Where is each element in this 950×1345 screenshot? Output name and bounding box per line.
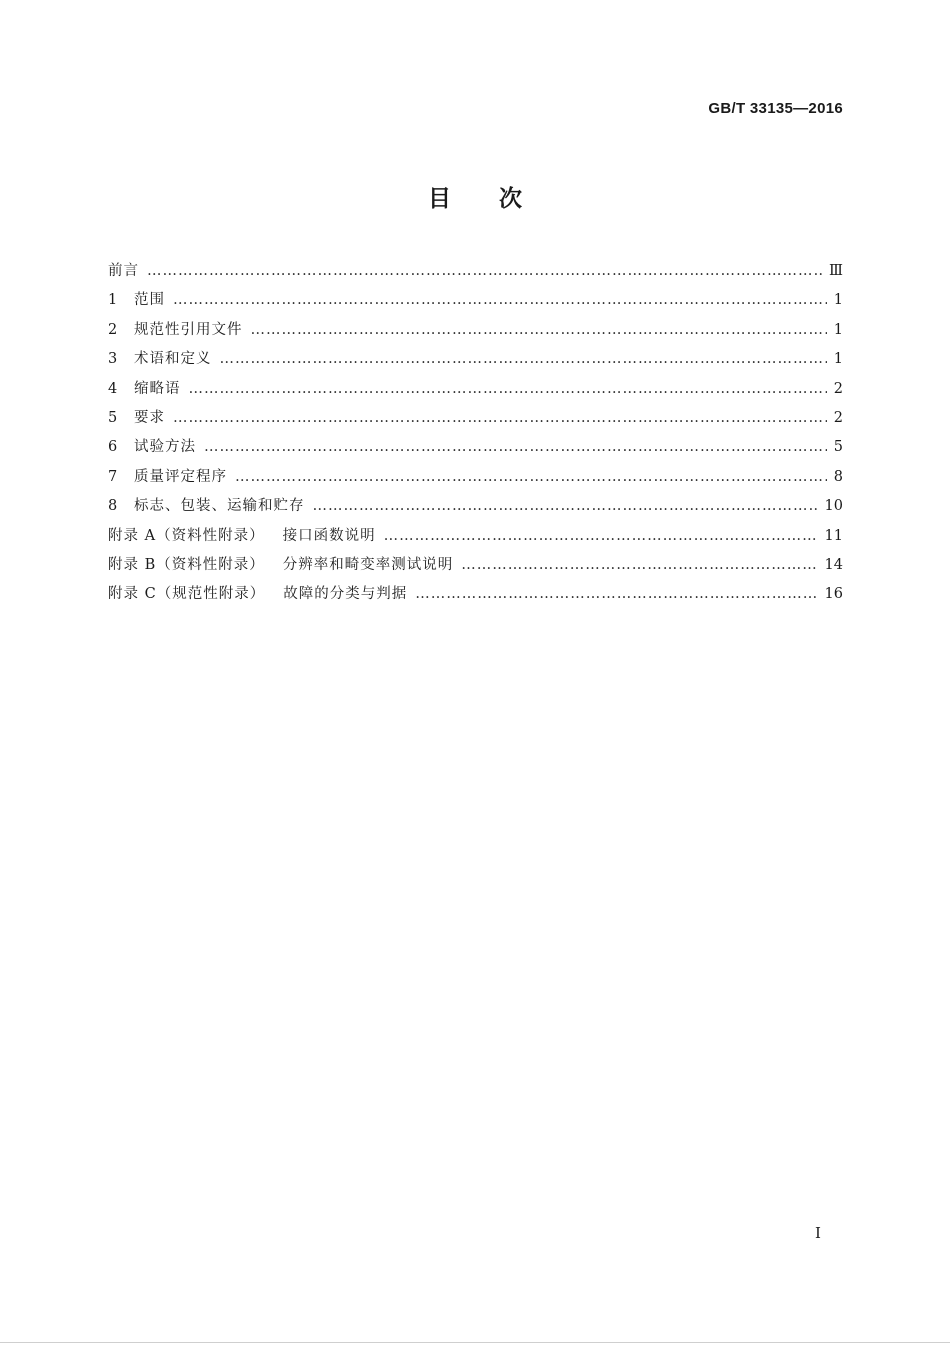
toc-entry-label: [108, 524, 376, 545]
toc-entry-label: 前言: [108, 263, 139, 279]
page-title: [0, 180, 950, 213]
dot-leader: [147, 263, 823, 279]
dot-leader: [173, 292, 827, 308]
toc-entry-label: 要求: [134, 409, 165, 426]
toc-entry-number: 3: [108, 351, 118, 368]
table-of-contents: [108, 259, 843, 612]
toc-entry-page: 10: [824, 498, 843, 515]
page-number: I: [815, 1224, 821, 1242]
toc-entry-page: 5: [833, 439, 843, 456]
toc-entry[interactable]: [108, 582, 843, 611]
toc-entry[interactable]: [108, 288, 843, 317]
toc-entry[interactable]: [108, 553, 843, 582]
annex-title: 接口函数说明: [282, 527, 376, 544]
toc-entry-number: 7: [108, 468, 118, 485]
dot-leader: [313, 498, 819, 514]
toc-entry-page: 1: [833, 351, 843, 368]
toc-entry-label: 质量评定程序: [134, 468, 227, 485]
toc-entry-label: 术语和定义: [134, 351, 212, 368]
toc-entry-number: 2: [108, 321, 118, 338]
toc-entry-number: 8: [108, 498, 118, 515]
toc-entry-page: 2: [833, 380, 843, 397]
toc-entry-number: 4: [108, 380, 118, 397]
dot-leader: [173, 410, 827, 426]
toc-entry-label: [108, 582, 407, 603]
dot-leader: [189, 381, 828, 397]
dot-leader: [251, 322, 828, 338]
toc-entry-label: 规范性引用文件: [134, 321, 243, 338]
toc-entry-page: 2: [833, 409, 843, 426]
standard-code: GB/T 33135—2016: [708, 100, 843, 117]
toc-entry-page: 8: [833, 468, 843, 485]
toc-entry[interactable]: [108, 318, 843, 347]
toc-entry-label: 标志、包装、运输和贮存: [134, 498, 305, 515]
toc-entry[interactable]: [108, 524, 843, 553]
toc-entry-page: Ⅲ: [829, 263, 843, 279]
annex-title: 分辨率和畸变率测试说明: [282, 556, 454, 573]
toc-entry[interactable]: [108, 465, 843, 494]
toc-entry-page: 14: [824, 556, 843, 573]
toc-entry-label: 缩略语: [134, 380, 181, 397]
toc-entry[interactable]: [108, 259, 843, 288]
toc-entry[interactable]: [108, 347, 843, 376]
toc-entry-page: 16: [824, 586, 843, 603]
dot-leader: [204, 439, 827, 455]
toc-entry-number: 1: [108, 292, 118, 309]
page-bottom-edge: [0, 1342, 950, 1343]
dot-leader: [415, 586, 818, 602]
toc-entry-page: 1: [833, 321, 843, 338]
annex-label: 附录 B（资料性附录）: [108, 556, 265, 573]
toc-entry-page: 1: [833, 292, 843, 309]
toc-entry[interactable]: [108, 377, 843, 406]
toc-entry-number: 5: [108, 409, 118, 426]
annex-title: 故障的分类与判据: [283, 586, 408, 603]
dot-leader: [461, 557, 818, 573]
toc-entry[interactable]: [108, 435, 843, 464]
toc-entry[interactable]: [108, 406, 843, 435]
toc-entry-page: 11: [824, 527, 843, 544]
toc-entry-label: [108, 553, 453, 574]
page-title-left: 目: [428, 186, 451, 212]
annex-label: 附录 A（资料性附录）: [108, 527, 265, 544]
dot-leader: [384, 528, 819, 544]
toc-entry[interactable]: [108, 494, 843, 523]
dot-leader: [235, 469, 827, 485]
dot-leader: [220, 351, 828, 367]
annex-label: 附录 C（规范性附录）: [108, 586, 266, 603]
toc-entry-number: 6: [108, 439, 118, 456]
page-title-right: 次: [499, 186, 522, 212]
toc-entry-label: 范围: [134, 292, 165, 309]
toc-entry-label: 试验方法: [134, 439, 196, 456]
